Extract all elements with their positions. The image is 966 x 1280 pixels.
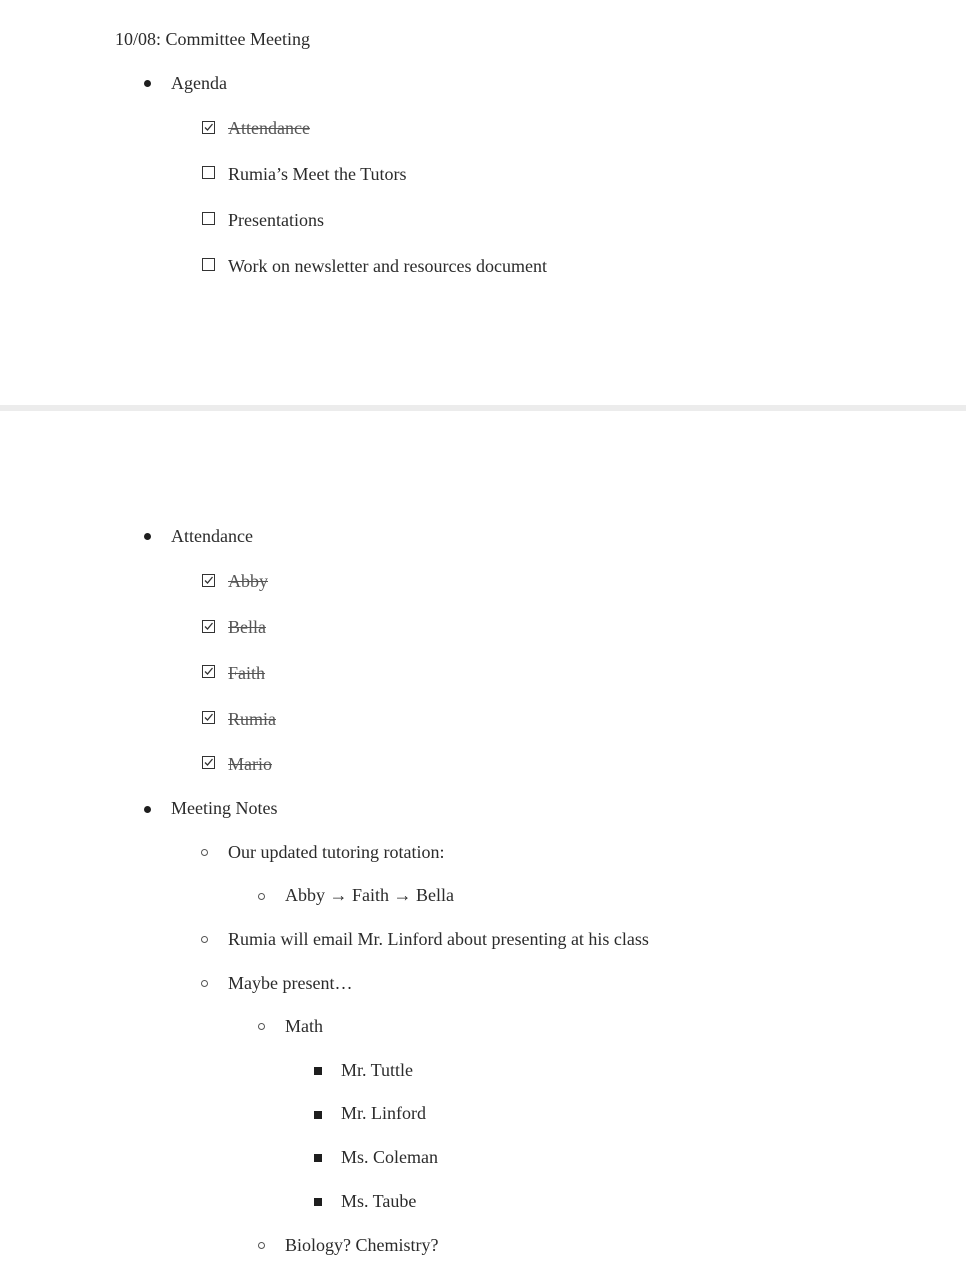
teacher-item: Mr. Linford (341, 1103, 426, 1123)
teacher-item: Ms. Coleman (341, 1147, 438, 1167)
checkbox-icon[interactable] (202, 166, 215, 179)
attendee-item: Bella (228, 617, 266, 637)
note-item: Maybe present… (228, 973, 353, 993)
attendee-item: Rumia (228, 709, 276, 729)
checkbox-icon[interactable] (202, 258, 215, 271)
bullet-circle-icon (258, 1242, 265, 1249)
bullet-disc-icon (144, 806, 151, 813)
document-page-1 (0, 0, 966, 405)
subject-item: Math (285, 1016, 323, 1036)
subject-item: Biology? Chemistry? (285, 1235, 439, 1255)
meeting-notes-heading: Meeting Notes (171, 798, 278, 818)
bullet-circle-icon (201, 849, 208, 856)
checkbox-checked-icon[interactable] (202, 711, 215, 724)
page-title: 10/08: Committee Meeting (115, 29, 310, 49)
bullet-disc-icon (144, 80, 151, 87)
agenda-item: Work on newsletter and resources document (228, 256, 547, 276)
bullet-square-icon (314, 1111, 322, 1119)
attendee-item: Faith (228, 663, 266, 683)
bullet-circle-icon (258, 1023, 265, 1030)
attendance-heading: Attendance (171, 526, 253, 546)
checkbox-checked-icon[interactable] (202, 665, 215, 678)
document-page-2 (0, 411, 966, 1280)
bullet-square-icon (314, 1154, 322, 1162)
note-item: Rumia will email Mr. Linford about presenting at his class (228, 929, 649, 949)
bullet-circle-icon (201, 936, 208, 943)
attendee-item: Mario (228, 754, 272, 774)
bullet-circle-icon (201, 980, 208, 987)
checkbox-checked-icon[interactable] (202, 620, 215, 633)
agenda-heading: Agenda (171, 73, 227, 93)
checkbox-icon[interactable] (202, 212, 215, 225)
checkbox-checked-icon[interactable] (202, 121, 215, 134)
agenda-item: Presentations (228, 210, 324, 230)
agenda-item: Rumia’s Meet the Tutors (228, 164, 407, 184)
bullet-circle-icon (258, 893, 265, 900)
bullet-square-icon (314, 1067, 322, 1075)
agenda-item: Attendance (228, 118, 310, 138)
attendee-item: Abby (228, 571, 268, 591)
teacher-item: Ms. Taube (341, 1191, 417, 1211)
bullet-square-icon (314, 1198, 322, 1206)
rotation-order: Abby → Faith → Bella (285, 885, 454, 905)
bullet-disc-icon (144, 533, 151, 540)
checkbox-checked-icon[interactable] (202, 756, 215, 769)
checkbox-checked-icon[interactable] (202, 574, 215, 587)
note-item: Our updated tutoring rotation: (228, 842, 445, 862)
teacher-item: Mr. Tuttle (341, 1060, 414, 1080)
